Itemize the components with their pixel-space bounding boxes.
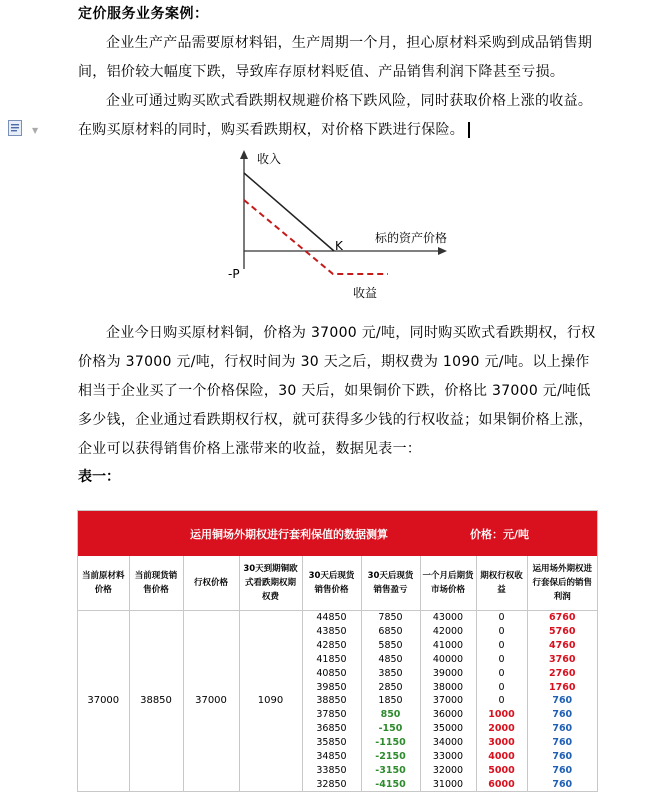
sale-pnl-cell: 7850	[361, 611, 420, 625]
exercise-gain-cell: 3000	[476, 736, 527, 750]
sale-price-cell: 40850	[302, 666, 361, 680]
hedged-profit-cell: 1760	[549, 681, 576, 693]
premium-cell: 1090	[239, 611, 302, 791]
sale-price-cell: 33850	[302, 763, 361, 777]
header-cell: 30天后现货销售价格	[302, 556, 361, 611]
strike-label: K	[335, 239, 343, 253]
strike-price-cell: 37000	[183, 611, 239, 791]
hedged-profit-cell: 6760	[549, 612, 576, 624]
futures-price-cell: 32000	[420, 763, 476, 777]
futures-price-cell: 40000	[420, 653, 476, 667]
chevron-down-icon[interactable]: ▼	[32, 126, 39, 135]
sale-pnl-cell: -3150	[361, 763, 420, 777]
hedged-profit-cell: 760	[552, 737, 573, 749]
sale-pnl-cell: -150	[361, 722, 420, 736]
paragraph-1-text: 企业生产产品需要原材料铝，生产周期一个月，担心原材料采购到成品销售期间，铝价较大幅度下跌，导致库存原材料贬值、产品销售利润下降甚至亏损。	[78, 35, 593, 80]
header-cell: 行权价格	[183, 556, 239, 611]
sale-pnl-cell: 3850	[361, 666, 420, 680]
sale-price-cell: 39850	[302, 680, 361, 694]
exercise-gain-cell: 0	[476, 653, 527, 667]
header-cell: 30天到期铜欧式看跌期权期权费	[239, 556, 302, 611]
sale-price-cell: 35850	[302, 736, 361, 750]
intrinsic-value-line	[244, 173, 334, 251]
futures-price-cell: 41000	[420, 639, 476, 653]
exercise-gain-cell: 0	[476, 666, 527, 680]
raw-price-cell: 37000	[78, 611, 129, 791]
header-cell: 当前原材料价格	[78, 556, 129, 611]
y-axis-arrow-icon	[240, 150, 248, 159]
exercise-gain-cell: 2000	[476, 722, 527, 736]
sale-price-cell: 42850	[302, 639, 361, 653]
table-caption: 表一：	[78, 469, 120, 485]
exercise-gain-cell: 1000	[476, 708, 527, 722]
payoff-label: 收益	[353, 286, 378, 300]
premium-label: -P	[228, 267, 240, 281]
futures-price-cell: 42000	[420, 625, 476, 639]
sale-pnl-cell: -4150	[361, 777, 420, 791]
exercise-gain-cell: 4000	[476, 749, 527, 763]
sale-pnl-cell: 4850	[361, 653, 420, 667]
futures-price-cell: 33000	[420, 749, 476, 763]
header-row	[78, 556, 597, 611]
payoff-dashed-line	[244, 200, 388, 274]
futures-price-cell: 36000	[420, 708, 476, 722]
paragraph-3	[78, 319, 598, 464]
futures-price-cell: 38000	[420, 680, 476, 694]
x-axis-arrow-icon	[438, 247, 447, 255]
exercise-gain-cell: 5000	[476, 763, 527, 777]
sale-pnl-cell: 6850	[361, 625, 420, 639]
y-axis-label: 收入	[257, 152, 282, 166]
hedged-profit-cell: 760	[552, 709, 573, 721]
paragraph-2-text: 企业可通过购买欧式看跌期权规避价格下跌风险，同时获取价格上涨的收益。在购买原材料的同时，购买看跌期权，对价格下跌进行保险。	[78, 93, 593, 138]
header-cell: 运用场外期权进行套保后的销售利润	[527, 556, 597, 611]
exercise-gain-cell: 0	[476, 611, 527, 625]
hedged-profit-cell: 760	[552, 723, 573, 735]
document-options-icon[interactable]	[8, 120, 22, 136]
sale-price-cell: 43850	[302, 625, 361, 639]
case-heading: 定价服务业务案例：	[78, 6, 209, 22]
hedged-profit-cell: 760	[552, 750, 573, 762]
exercise-gain-cell: 0	[476, 680, 527, 694]
spot-price-cell: 38850	[129, 611, 183, 791]
paragraph-1	[78, 29, 598, 87]
exercise-gain-cell: 6000	[476, 777, 527, 791]
hedge-data-table	[77, 510, 598, 792]
sale-pnl-cell: -1150	[361, 736, 420, 750]
x-axis-label: 标的资产价格	[375, 231, 448, 245]
header-cell: 一个月后期货市场价格	[420, 556, 476, 611]
data-grid	[78, 556, 597, 791]
futures-price-cell: 34000	[420, 736, 476, 750]
text-cursor	[468, 122, 470, 138]
sale-price-cell: 32850	[302, 777, 361, 791]
sale-price-cell: 38850	[302, 694, 361, 708]
sale-price-cell: 36850	[302, 722, 361, 736]
sale-price-cell: 41850	[302, 653, 361, 667]
sale-price-cell: 34850	[302, 749, 361, 763]
sale-price-cell: 37850	[302, 708, 361, 722]
hedged-profit-cell: 5760	[549, 626, 576, 638]
sale-pnl-cell: -2150	[361, 749, 420, 763]
hedged-profit-cell: 760	[552, 764, 573, 776]
paragraph-2	[78, 87, 598, 145]
futures-price-cell: 43000	[420, 611, 476, 625]
sale-pnl-cell: 850	[361, 708, 420, 722]
futures-price-cell: 35000	[420, 722, 476, 736]
table-row	[78, 611, 597, 625]
sale-price-cell: 44850	[302, 611, 361, 625]
exercise-gain-cell: 0	[476, 694, 527, 708]
futures-price-cell: 37000	[420, 694, 476, 708]
hedged-profit-cell: 760	[552, 695, 573, 707]
header-cell: 当前现货销售价格	[129, 556, 183, 611]
header-cell: 30天后现货销售盈亏	[361, 556, 420, 611]
sale-pnl-cell: 5850	[361, 639, 420, 653]
table-unit: 价格：元/吨	[470, 528, 530, 541]
futures-price-cell: 39000	[420, 666, 476, 680]
exercise-gain-cell: 0	[476, 625, 527, 639]
header-cell: 期权行权收益	[476, 556, 527, 611]
exercise-gain-cell: 0	[476, 639, 527, 653]
sale-pnl-cell: 1850	[361, 694, 420, 708]
sale-pnl-cell: 2850	[361, 680, 420, 694]
hedged-profit-cell: 3760	[549, 653, 576, 665]
put-option-payoff-diagram	[225, 147, 465, 307]
hedged-profit-cell: 2760	[549, 667, 576, 679]
paragraph-3-text: 企业今日购买原材料铜，价格为 37000 元/吨，同时购买欧式看跌期权，行权价格为 37000 元/吨，行权时间为 30 天之后，期权费为 1090 元/吨。以上操作相当于企业买了一个价格保险，30 天后，如果铜价下跌，价格比 37000 元/吨低多少钱，企业通过看跌期权行权，就可获得多少钱的行权收益；如果铜价格上涨，企业可以获得销售价格上涨带来的收益，数据见表一：	[78, 325, 596, 457]
futures-price-cell: 31000	[420, 777, 476, 791]
hedged-profit-cell: 760	[552, 778, 573, 790]
hedged-profit-cell: 4760	[549, 640, 576, 652]
table-title: 运用铜场外期权进行套利保值的数据测算	[190, 528, 388, 541]
table-banner	[78, 511, 597, 556]
